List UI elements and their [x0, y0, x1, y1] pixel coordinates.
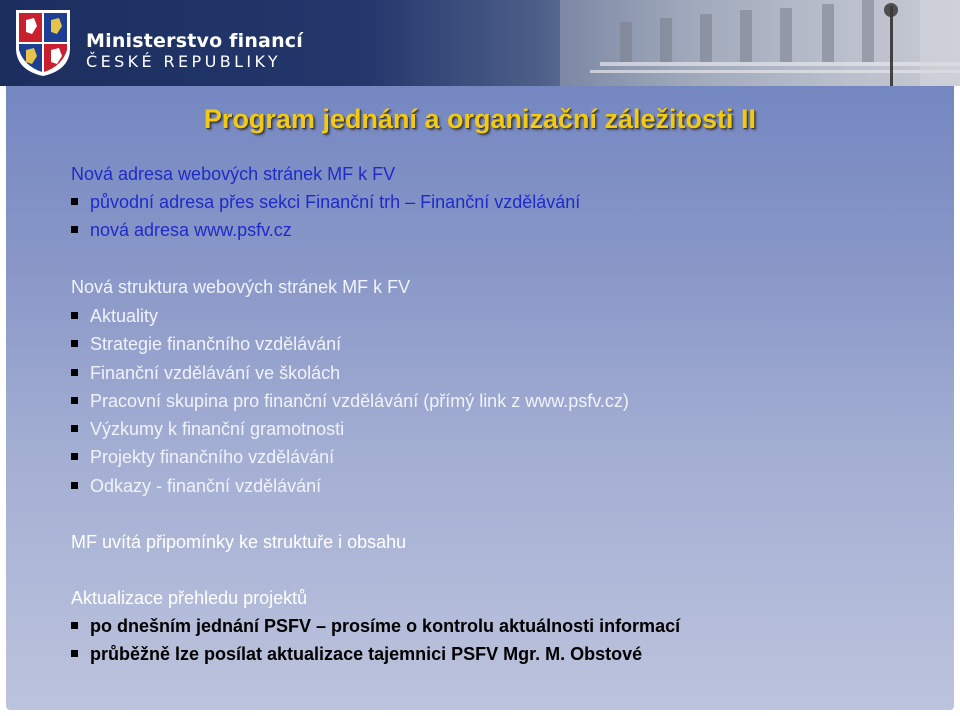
czech-coat-of-arms-icon — [14, 8, 72, 78]
list-item: Výzkumy k finanční gramotnosti — [71, 419, 344, 440]
building-photo — [560, 0, 960, 86]
bullet-icon — [71, 482, 78, 489]
list-item: Finanční vzdělávání ve školách — [71, 363, 340, 384]
list-item: Odkazy - finanční vzdělávání — [71, 476, 321, 497]
list-item: Strategie finančního vzdělávání — [71, 334, 341, 355]
section-heading-project-update: Aktualizace přehledu projektů — [71, 588, 308, 608]
bullet-icon — [71, 198, 78, 205]
slide-title: Program jednání a organizační záležitosti II — [203, 104, 757, 134]
list-item: Aktuality — [71, 306, 158, 327]
ministry-country: ČESKÉ REPUBLIKY — [86, 52, 282, 71]
bullet-icon — [71, 453, 78, 460]
section-heading-new-structure: Nová struktura webových stránek MF k FV — [71, 277, 411, 297]
list-item: průběžně lze posílat aktualizace tajemnici PSFV Mgr. M. Obstové — [71, 644, 642, 665]
bullet-icon — [71, 397, 78, 404]
bullet-icon — [71, 340, 78, 347]
bullet-icon — [71, 650, 78, 657]
list-item: nová adresa www.psfv.cz — [71, 220, 292, 241]
list-item: Pracovní skupina pro finanční vzdělávání (přímý link z www.psfv.cz) — [71, 391, 629, 412]
bullet-icon — [71, 369, 78, 376]
bullet-icon — [71, 425, 78, 432]
bullet-icon — [71, 226, 78, 233]
bullet-icon — [71, 622, 78, 629]
list-item: původní adresa přes sekci Finanční trh – Finanční vzdělávání — [71, 192, 580, 213]
bullet-icon — [71, 312, 78, 319]
list-item: Projekty finančního vzdělávání — [71, 447, 334, 468]
section-heading-feedback: MF uvítá připomínky ke struktuře i obsahu — [71, 532, 407, 552]
header-banner — [0, 0, 960, 86]
list-item: po dnešním jednání PSFV – prosíme o kontrolu aktuálnosti informací — [71, 616, 680, 637]
ministry-name: Ministerstvo financí — [86, 30, 303, 52]
section-heading-new-address: Nová adresa webových stránek MF k FV — [71, 164, 396, 184]
